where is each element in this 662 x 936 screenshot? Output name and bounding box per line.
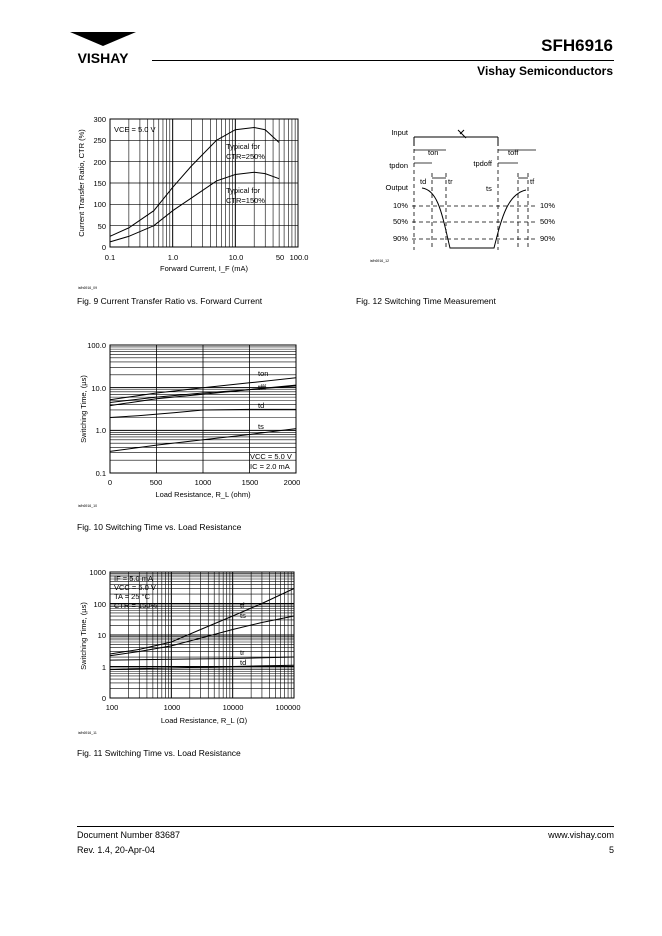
fig10-ytick: 100.0	[87, 341, 106, 350]
fig11-ytick: 100	[93, 600, 106, 609]
fig10-xtick: 1000	[194, 478, 212, 487]
fig9-annotation: VCE = 5.0 V	[114, 125, 156, 134]
header-rule	[152, 60, 614, 61]
fig10-xtick: 2000	[283, 478, 301, 487]
fig9-id: isfh6916_09	[78, 286, 98, 290]
fig11-annotation: IF = 5.0 mA	[114, 574, 153, 583]
fig12-id: isfh6916_12	[370, 259, 390, 263]
fig9-annotation: CTR=250%	[226, 152, 265, 161]
fig10-ylabel: Switching Time, (µs)	[79, 375, 88, 443]
fig10-annotation: IC = 2.0 mA	[250, 462, 290, 471]
fig11-series-label: tr	[240, 648, 245, 657]
vishay-logo	[68, 32, 138, 68]
fig9-ytick: 50	[97, 222, 106, 231]
fig12-label: 50%	[540, 217, 556, 226]
fig12-label: toff	[508, 148, 519, 157]
figure-12-timing-diagram	[350, 118, 590, 268]
footer-rule	[77, 826, 614, 827]
fig9-ylabel: Current Transfer Ratio, CTR (%)	[77, 129, 86, 237]
fig12-label: 10%	[540, 201, 556, 210]
fig11-xtick: 1000	[163, 703, 181, 712]
fig10-ytick: 1.0	[95, 426, 106, 435]
fig11-id: isfh6916_11	[78, 731, 97, 735]
fig12-label: tpdoff	[473, 159, 492, 168]
fig10-caption: Fig. 10 Switching Time vs. Load Resistance	[77, 522, 242, 532]
fig12-label: Output	[385, 183, 408, 192]
part-number: SFH6916	[541, 36, 613, 55]
document-number: Document Number 83687	[77, 830, 181, 840]
fig12-label: tr	[448, 177, 453, 186]
fig9-ytick: 200	[93, 158, 106, 167]
fig9-xtick: 50	[275, 253, 285, 262]
fig12-label: tf	[530, 177, 535, 186]
fig9-ytick: 150	[93, 179, 106, 188]
fig9-ytick: 0	[101, 243, 106, 252]
fig11-series-label: td	[240, 658, 247, 667]
fig12-label: 90%	[540, 234, 556, 243]
fig11-caption: Fig. 11 Switching Time vs. Load Resistance	[77, 748, 241, 758]
fig12-label: Input	[391, 128, 408, 137]
fig10-series-label: td	[258, 401, 265, 410]
fig11-annotation: TA = 25 °C	[114, 592, 151, 601]
fig11-ytick: 10	[97, 631, 106, 640]
fig11-xtick: 100000	[275, 703, 301, 712]
fig10-annotation: VCC = 5.0 V	[250, 452, 292, 461]
fig10-xlabel: Load Resistance, R_L (ohm)	[155, 490, 251, 499]
website-link[interactable]: www.vishay.com	[548, 830, 614, 840]
fig10-xtick: 0	[107, 478, 113, 487]
fig12-label: 10%	[392, 201, 408, 210]
fig11-series-label: ts	[240, 611, 246, 620]
fig12-label: td	[420, 177, 427, 186]
fig9-ytick: 300	[93, 115, 106, 124]
page-number: 5	[608, 845, 614, 855]
fig12-label: ts	[486, 184, 492, 193]
fig10-series-label: ton	[258, 369, 269, 378]
fig10-id: isfh6916_10	[78, 504, 98, 508]
figure-9-chart	[70, 105, 310, 295]
fig10-xtick: 1500	[241, 478, 259, 487]
fig11-ylabel: Switching Time, (µs)	[79, 602, 88, 670]
fig9-xtick: 0.1	[104, 253, 116, 262]
fig10-ytick: 10.0	[91, 384, 106, 393]
fig10-xtick: 500	[149, 478, 163, 487]
fig9-xtick: 10.0	[228, 253, 244, 262]
fig9-caption: Fig. 9 Current Transfer Ratio vs. Forward Current	[77, 296, 263, 306]
fig12-caption: Fig. 12 Switching Time Measurement	[356, 296, 496, 306]
fig9-ytick: 250	[93, 136, 106, 145]
fig11-xtick: 10000	[222, 703, 244, 712]
logo-text: VISHAY	[77, 50, 129, 66]
fig11-xtick: 100	[105, 703, 119, 712]
fig11-annotation: VCC = 5.0 V	[114, 583, 156, 592]
fig12-label: ton	[428, 148, 439, 157]
fig9-xlabel: Forward Current, I_F (mA)	[160, 264, 248, 273]
figure-10-chart	[70, 335, 310, 515]
fig9-grid	[110, 119, 298, 247]
revision: Rev. 1.4, 20-Apr-04	[77, 845, 155, 855]
fig11-ytick: 0	[101, 694, 106, 703]
fig10-ytick: 0.1	[95, 469, 106, 478]
fig9-annotation: Typical for	[226, 186, 261, 195]
fig10-series-label: tfff	[258, 383, 267, 392]
fig11-series-tr	[110, 657, 294, 660]
fig11-ytick: 1	[101, 663, 106, 672]
fig11-xlabel: Load Resistance, R_L (Ω)	[160, 716, 248, 725]
fig12-label: 50%	[392, 217, 408, 226]
fig12-label: 90%	[392, 234, 408, 243]
fig11-ytick: 1000	[89, 568, 106, 577]
fig10-series-label: ts	[258, 422, 264, 431]
fig9-ytick: 100	[93, 200, 106, 209]
fig11-annotation: CTR = 150%	[114, 601, 158, 610]
figure-11-chart	[70, 562, 310, 742]
fig9-xtick: 1.0	[167, 253, 179, 262]
fig12-label: tpdon	[389, 161, 408, 170]
company-name: Vishay Semiconductors	[477, 64, 613, 78]
fig11-series-td	[110, 665, 294, 669]
fig9-annotation: Typical for	[226, 142, 261, 151]
fig9-annotation: CTR=150%	[226, 196, 265, 205]
fig9-xtick: 100.0	[289, 253, 309, 262]
fig11-series-label: tf	[240, 601, 245, 610]
